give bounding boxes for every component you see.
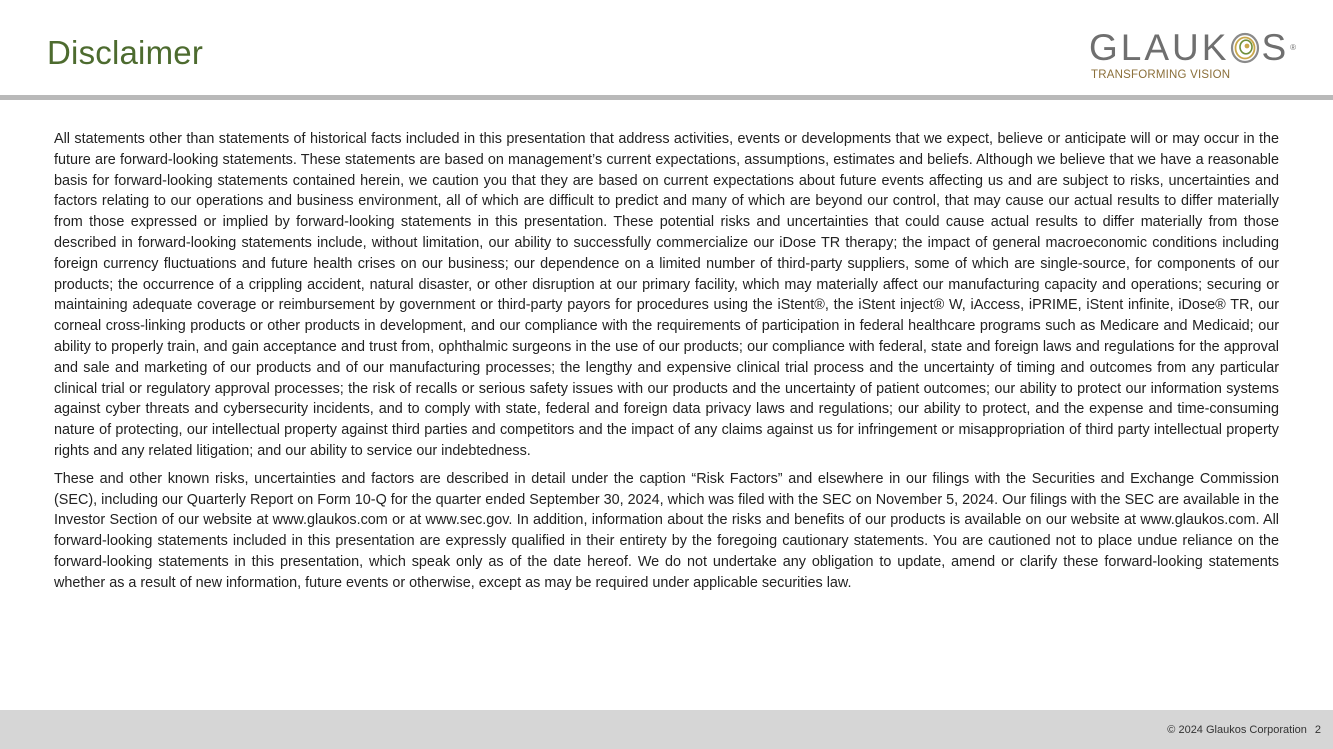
glaukos-logo xyxy=(1089,28,1304,88)
disclaimer-paragraph-2: These and other known risks, uncertainties and factors are described in detail under the caption “Risk Factors” and elsewhere in our filings with the Securities and Exchange Commission (SEC), including our Quarterly Report on Form 10-Q for the quarter ended September 30, 2024, which was filed with the SEC on November 5, 2024. Our filings with the SEC are available in the Investor Section of our website at www.glaukos.com or at www.sec.gov. In addition, information about the risks and benefits of our products is available on our website at www.glaukos.com. All forward-looking statements included in this presentation are expressly qualified in their entirety by the foregoing cautionary statements. You are cautioned not to place undue reliance on the forward-looking statements in this presentation, which speak only as of the date hereof. We do not undertake any obligation to update, amend or clarify these forward-looking statements whether as a result of new information, future events or otherwise, except as may be required under applicable securities law. xyxy=(54,470,1279,591)
copyright-text: © 2024 Glaukos Corporation xyxy=(1167,724,1307,736)
logo-tagline: TRANSFORMING VISION xyxy=(1091,69,1231,81)
logo-word-right: S xyxy=(1261,27,1290,68)
disclaimer-body xyxy=(54,129,1279,601)
slide-footer xyxy=(0,710,1333,749)
disclaimer-paragraph-1: All statements other than statements of historical facts included in this presentation that address activities, events or developments that we expect, believe or anticipate will or may occur in the future are forward-looking statements. These statements are based on management’s current expectations, assumptions, estimates and beliefs. Although we believe that we have a reasonable basis for forward-looking statements contained herein, we caution you that they are based on current expectations about future events affecting us and are subject to risks, uncertainties and factors relating to our operations and business environment, all of which are difficult to predict and many of which are beyond our control, that may cause our actual results to differ materially from those expressed or implied by forward-looking statements in this presentation. These potential risks and uncertainties that could cause actual results to differ materially from those described in forward-looking statements include, without limitation, our ability to successfully commercialize our iDose TR therapy; the impact of general macroeconomic conditions including foreign currency fluctuations and future health crises on our business; our dependence on a limited number of third-party suppliers, some of which are single-source, for components of our products; the occurrence of a crippling accident, natural disaster, or other disruption at our primary facility, which may materially affect our manufacturing capacity and operations; securing or maintaining adequate coverage or reimbursement by government or third-party payors for procedures using the iStent®, the iStent inject® W, iAccess, iPRIME, iStent infinite, iDose® TR, our corneal cross-linking products or other products in development, and our compliance with the requirements of participation in federal healthcare programs such as Medicare and Medicaid; our ability to properly train, and gain acceptance and trust from, ophthalmic surgeons in the use of our products; our compliance with federal, state and foreign laws and regulations for the approval and sale and marketing of our products and of our manufacturing processes; the lengthy and expensive clinical trial process and the uncertainty of timing and outcomes from any particular clinical trial or regulatory approval processes; the risk of recalls or serious safety issues with our products and the uncertainty of patient outcomes; our ability to protect our information systems against cyber threats and cybersecurity incidents, and to comply with state, federal and foreign data privacy laws and regulations; our ability to protect, and the expense and time-consuming nature of protecting, our intellectual property against third parties and competitors and the impact of any claims against us for infringement or misappropriation of third party intellectual property rights and any related litigation; and our ability to service our indebtedness. xyxy=(54,131,1279,459)
logo-word-left: GLAUK xyxy=(1089,27,1230,68)
logo-registered-mark: ® xyxy=(1290,43,1297,52)
header-divider xyxy=(0,95,1333,100)
page-number: 2 xyxy=(1314,724,1321,736)
page-title: Disclaimer xyxy=(47,34,204,71)
logo-wordmark xyxy=(1089,28,1296,68)
glaukos-o-eye-icon xyxy=(1230,32,1260,64)
slide-header xyxy=(0,0,1333,96)
footer-info xyxy=(1167,724,1321,736)
